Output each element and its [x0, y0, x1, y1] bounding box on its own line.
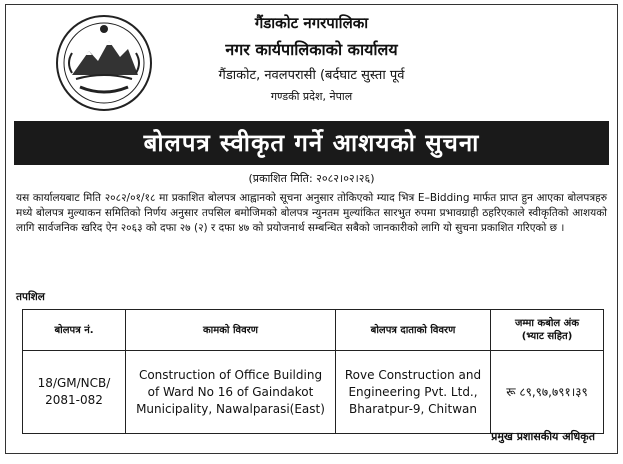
work-line: Municipality, Nawalparasi(East): [136, 401, 325, 416]
work-line: of Ward No 16 of Gaindakot: [147, 384, 314, 399]
office-name: नगर कार्यपालिकाको कार्यालय: [225, 40, 398, 59]
table-header-row: [23, 310, 604, 351]
col-header-amount-vat: (भ्याट सहित): [521, 331, 573, 342]
bidder-line: Rove Construction and: [344, 367, 482, 382]
municipality-name: गैंडाकोट नगरपालिका: [254, 14, 369, 32]
province-country: गण्डकी प्रदेश, नेपाल: [270, 90, 353, 103]
published-date: (प्रकाशित मिति: २०८२।०२।२६): [248, 172, 375, 185]
bid-number-cell: [23, 351, 126, 434]
col-header-amount: [491, 310, 604, 351]
bidder-cell: [336, 351, 491, 434]
col-header-amount-title: जम्मा कबोल अंक: [514, 318, 580, 329]
tender-table: [22, 309, 604, 434]
bidder-line: Engineering Pvt. Ltd.,: [348, 384, 478, 399]
details-heading: तपशिल: [16, 291, 45, 303]
work-line: Construction of Office Building: [138, 367, 323, 382]
notice-page: [5, 4, 618, 454]
bidder-line: Bharatpur-9, Chitwan: [349, 401, 477, 416]
work-description-cell: [126, 351, 336, 434]
bid-number-part: 2081-082: [45, 393, 103, 407]
office-address: गैंडाकोट, नवलपरासी (बर्दघाट सुस्ता पूर्व: [218, 68, 405, 83]
letterhead: [6, 5, 617, 117]
notice-paragraph: यस कार्यालयबाट मिति २०८२/०१/१८ मा प्रकाशित बोलपत्र आह्वानको सूचना अनुसार तोकिएको म्याद भित्र E–Bidding मार्फत प्राप्त हुन आएका बोलपत्रहरु मध्ये बोलपत्र मुल्याकन समितिको निर्णय अनुसार तपसिल बमोजिमको बोलपत्र न्युनतम मुल्यांकित सारभुत रुपमा प्रभावग्राही ठहरिएकाले स्वीकृतिको आशयको लागि सार्वजनिक खरिद ऐन २०६३ को दफा २७ (२) र दफा ४७ को प्रयोजनार्थ सम्बन्धित सबैको जानकारीको लागि यो सुचना प्रकाशित गरिएको छ ।: [16, 192, 607, 234]
table-row: [23, 351, 604, 434]
col-header-bidder: बोलपत्र दाताको विवरण: [336, 310, 491, 351]
signatory-title: प्रमुख प्रशासकीय अधिकृत: [491, 430, 595, 443]
col-header-work: कामको विवरण: [126, 310, 336, 351]
bid-number-part: 18/GM/NCB/: [37, 376, 111, 390]
notice-title-banner: बोलपत्र स्वीकृत गर्ने आशयको सुचना: [14, 121, 609, 165]
col-header-bid-no: बोलपत्र नं.: [23, 310, 126, 351]
bid-amount-cell: रू ८९,९७,७९१।३९: [491, 351, 604, 434]
